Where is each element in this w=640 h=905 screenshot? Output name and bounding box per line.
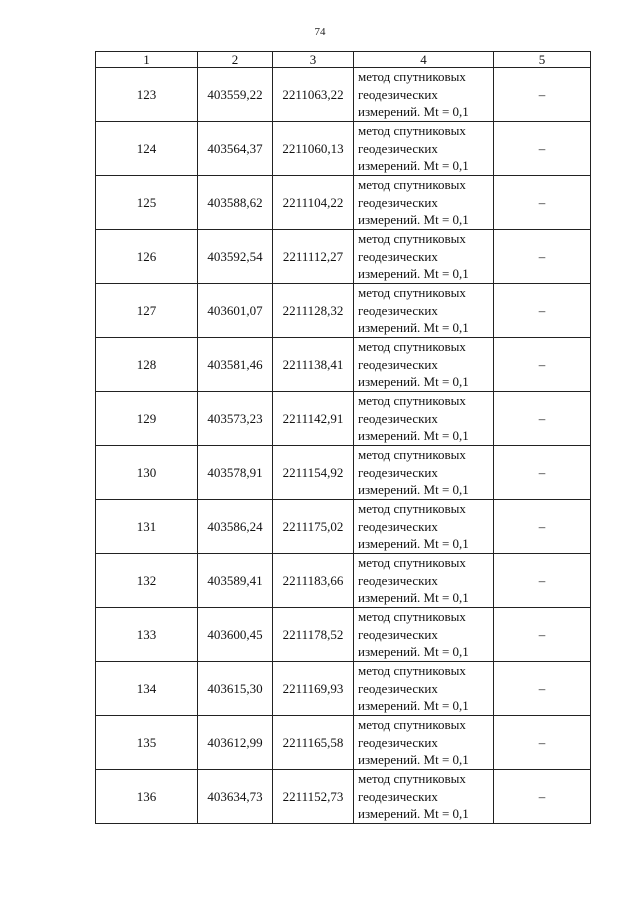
y-coordinate-cell: 2211154,92: [273, 446, 354, 500]
method-cell: [354, 176, 494, 230]
note-cell: –: [494, 716, 591, 770]
table-row: [96, 608, 591, 662]
table-row: [96, 500, 591, 554]
table-row: [96, 230, 591, 284]
x-coordinate-cell: 403586,24: [198, 500, 273, 554]
method-line: измерений. Mt = 0,1: [358, 590, 469, 606]
note-cell: –: [494, 554, 591, 608]
note-cell: –: [494, 446, 591, 500]
header-col-1: 1: [96, 52, 198, 68]
method-line: геодезических: [358, 356, 438, 372]
method-line: метод спутниковых: [358, 339, 466, 355]
method-line: геодезических: [358, 302, 438, 318]
y-coordinate-cell: 2211060,13: [273, 122, 354, 176]
x-coordinate-cell: 403600,45: [198, 608, 273, 662]
method-line: измерений. Mt = 0,1: [358, 212, 469, 228]
method-cell: [354, 608, 494, 662]
point-number-cell: 132: [96, 554, 198, 608]
method-line: геодезических: [358, 626, 438, 642]
method-line: измерений. Mt = 0,1: [358, 698, 469, 714]
table-row: [96, 176, 591, 230]
table-row: [96, 284, 591, 338]
note-cell: –: [494, 284, 591, 338]
method-line: геодезических: [358, 464, 438, 480]
header-row: [96, 52, 591, 68]
x-coordinate-cell: 403612,99: [198, 716, 273, 770]
point-number-cell: 123: [96, 68, 198, 122]
y-coordinate-cell: 2211183,66: [273, 554, 354, 608]
x-coordinate-cell: 403578,91: [198, 446, 273, 500]
y-coordinate-cell: 2211142,91: [273, 392, 354, 446]
method-line: измерений. Mt = 0,1: [358, 644, 469, 660]
method-line: измерений. Mt = 0,1: [358, 428, 469, 444]
y-coordinate-cell: 2211169,93: [273, 662, 354, 716]
table-body: [96, 68, 591, 824]
method-cell: [354, 662, 494, 716]
method-line: метод спутниковых: [358, 717, 466, 733]
note-cell: –: [494, 122, 591, 176]
method-line: измерений. Mt = 0,1: [358, 536, 469, 552]
x-coordinate-cell: 403634,73: [198, 770, 273, 824]
method-line: метод спутниковых: [358, 231, 466, 247]
header-col-5: 5: [494, 52, 591, 68]
note-cell: –: [494, 176, 591, 230]
method-line: измерений. Mt = 0,1: [358, 104, 469, 120]
method-line: метод спутниковых: [358, 555, 466, 571]
method-line: метод спутниковых: [358, 69, 466, 85]
point-number-cell: 133: [96, 608, 198, 662]
table-row: [96, 770, 591, 824]
header-col-2: 2: [198, 52, 273, 68]
table-row: [96, 392, 591, 446]
point-number-cell: 128: [96, 338, 198, 392]
y-coordinate-cell: 2211165,58: [273, 716, 354, 770]
note-cell: –: [494, 230, 591, 284]
note-cell: –: [494, 770, 591, 824]
note-cell: –: [494, 68, 591, 122]
x-coordinate-cell: 403601,07: [198, 284, 273, 338]
method-line: геодезических: [358, 518, 438, 534]
method-cell: [354, 230, 494, 284]
method-line: метод спутниковых: [358, 285, 466, 301]
point-number-cell: 129: [96, 392, 198, 446]
x-coordinate-cell: 403581,46: [198, 338, 273, 392]
method-line: геодезических: [358, 734, 438, 750]
x-coordinate-cell: 403615,30: [198, 662, 273, 716]
y-coordinate-cell: 2211138,41: [273, 338, 354, 392]
x-coordinate-cell: 403589,41: [198, 554, 273, 608]
point-number-cell: 130: [96, 446, 198, 500]
method-line: измерений. Mt = 0,1: [358, 320, 469, 336]
point-number-cell: 125: [96, 176, 198, 230]
y-coordinate-cell: 2211104,22: [273, 176, 354, 230]
coordinates-table: [95, 51, 591, 824]
method-line: метод спутниковых: [358, 501, 466, 517]
method-line: метод спутниковых: [358, 177, 466, 193]
x-coordinate-cell: 403559,22: [198, 68, 273, 122]
method-line: метод спутниковых: [358, 447, 466, 463]
y-coordinate-cell: 2211063,22: [273, 68, 354, 122]
note-cell: –: [494, 608, 591, 662]
method-line: метод спутниковых: [358, 771, 466, 787]
header-col-3: 3: [273, 52, 354, 68]
method-line: геодезических: [358, 572, 438, 588]
method-cell: [354, 770, 494, 824]
table-row: [96, 68, 591, 122]
method-cell: [354, 500, 494, 554]
method-line: геодезических: [358, 86, 438, 102]
point-number-cell: 124: [96, 122, 198, 176]
method-cell: [354, 554, 494, 608]
x-coordinate-cell: 403573,23: [198, 392, 273, 446]
table-row: [96, 662, 591, 716]
y-coordinate-cell: 2211128,32: [273, 284, 354, 338]
y-coordinate-cell: 2211112,27: [273, 230, 354, 284]
point-number-cell: 136: [96, 770, 198, 824]
method-cell: [354, 338, 494, 392]
method-line: измерений. Mt = 0,1: [358, 266, 469, 282]
x-coordinate-cell: 403592,54: [198, 230, 273, 284]
table-row: [96, 716, 591, 770]
method-line: метод спутниковых: [358, 609, 466, 625]
note-cell: –: [494, 392, 591, 446]
point-number-cell: 135: [96, 716, 198, 770]
method-line: измерений. Mt = 0,1: [358, 752, 469, 768]
method-line: измерений. Mt = 0,1: [358, 158, 469, 174]
method-cell: [354, 284, 494, 338]
point-number-cell: 131: [96, 500, 198, 554]
method-line: геодезических: [358, 194, 438, 210]
method-line: измерений. Mt = 0,1: [358, 374, 469, 390]
y-coordinate-cell: 2211152,73: [273, 770, 354, 824]
method-cell: [354, 446, 494, 500]
y-coordinate-cell: 2211175,02: [273, 500, 354, 554]
x-coordinate-cell: 403564,37: [198, 122, 273, 176]
x-coordinate-cell: 403588,62: [198, 176, 273, 230]
note-cell: –: [494, 662, 591, 716]
note-cell: –: [494, 338, 591, 392]
method-cell: [354, 122, 494, 176]
page-number: 74: [314, 26, 326, 38]
method-line: метод спутниковых: [358, 663, 466, 679]
point-number-cell: 126: [96, 230, 198, 284]
method-line: измерений. Mt = 0,1: [358, 482, 469, 498]
method-line: метод спутниковых: [358, 393, 466, 409]
table-header: [96, 52, 591, 68]
y-coordinate-cell: 2211178,52: [273, 608, 354, 662]
table-row: [96, 554, 591, 608]
table-row: [96, 446, 591, 500]
table-row: [96, 338, 591, 392]
method-line: геодезических: [358, 248, 438, 264]
point-number-cell: 134: [96, 662, 198, 716]
point-number-cell: 127: [96, 284, 198, 338]
method-line: геодезических: [358, 788, 438, 804]
method-cell: [354, 68, 494, 122]
method-line: измерений. Mt = 0,1: [358, 806, 469, 822]
note-cell: –: [494, 500, 591, 554]
method-cell: [354, 716, 494, 770]
table-row: [96, 122, 591, 176]
method-line: геодезических: [358, 140, 438, 156]
header-col-4: 4: [354, 52, 494, 68]
method-line: метод спутниковых: [358, 123, 466, 139]
method-line: геодезических: [358, 680, 438, 696]
method-cell: [354, 392, 494, 446]
method-line: геодезических: [358, 410, 438, 426]
